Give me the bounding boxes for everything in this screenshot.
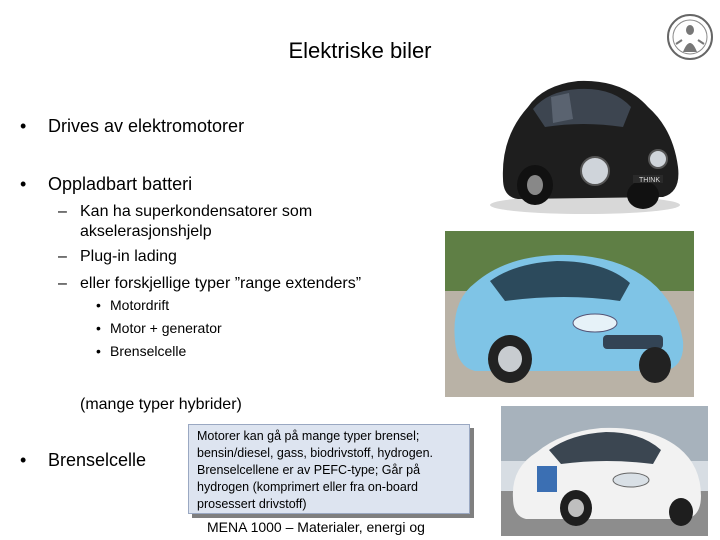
hybrid-note: (mange typer hybrider): [80, 396, 242, 413]
callout-line: hydrogen (komprimert eller fra on-board: [197, 480, 418, 494]
callout-line: Motorer kan gå på mange typer brensel;: [197, 429, 420, 443]
bullet-text: Brenselcelle: [48, 450, 147, 470]
subsub-bullet-item: • Motor + generator: [96, 320, 222, 336]
callout-line: prosessert drivstoff): [197, 497, 307, 511]
bullet-item: [20, 450, 146, 471]
sub-bullet-item: – Plug-in lading: [58, 248, 177, 265]
car-badge: TH!NK: [639, 177, 660, 184]
car-photo-black: [473, 67, 691, 219]
bullet-dot: •: [20, 450, 27, 470]
callout-line: Brenselcellene er av PEFC-type; Går på: [197, 463, 421, 477]
sub-bullet-text: Plug-in lading: [80, 248, 177, 265]
car-photo-blue: [445, 231, 694, 397]
subsub-bullet-item: • Brenselcelle: [96, 343, 187, 359]
sub-bullet-continuation: akselerasjonshjelp: [80, 223, 212, 240]
subsub-bullet-item: • Motordrift: [96, 297, 170, 313]
sub-bullet-text: Kan ha superkondensatorer som: [80, 203, 313, 220]
slide-title: Elektriske biler: [288, 38, 432, 63]
sub-bullet-item: – Kan ha superkondensatorer som: [58, 203, 313, 220]
bullet-dot: •: [20, 116, 27, 136]
bullet-text: Oppladbart batteri: [48, 174, 193, 194]
sub-bullet-item: – eller forskjellige typer ”range extenders”: [58, 275, 362, 292]
subsub-bullet-text: Brenselcelle: [110, 343, 187, 359]
callout-line: bensin/diesel, gass, biodrivstoff, hydrogen.: [197, 446, 434, 460]
sub-bullet-text: eller forskjellige typer ”range extenders”: [80, 275, 362, 292]
subsub-bullet-text: Motor + generator: [110, 320, 222, 336]
footer-text: MENA 1000 – Materialer, energi og: [207, 519, 425, 535]
bullet-item: [20, 116, 244, 137]
subsub-bullet-text: Motordrift: [110, 297, 170, 313]
car-photo-white: [501, 406, 708, 536]
bullet-dot: •: [20, 174, 27, 194]
bullet-text: Drives av elektromotorer: [48, 116, 245, 136]
bullet-item: [20, 174, 192, 195]
callout-box: [188, 424, 470, 514]
